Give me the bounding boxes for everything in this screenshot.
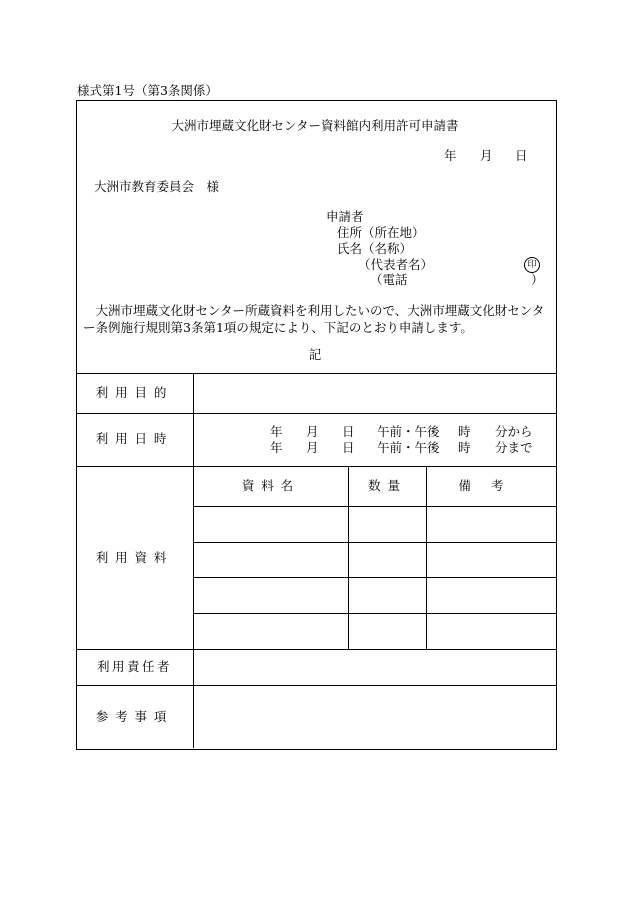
ki-label: 記: [308, 347, 322, 362]
applicant-representative-label: （代表者名）: [358, 257, 434, 272]
applicant-name-label: 氏名（名称）: [337, 241, 413, 256]
from-ampm-label: 午前・午後: [377, 424, 440, 439]
usage-purpose-field[interactable]: [194, 374, 555, 413]
form-title: 大洲市埋蔵文化財センター資料館内利用許可申請書: [171, 118, 459, 133]
date-year-label: 年: [444, 148, 457, 163]
from-hour-label: 時: [458, 424, 471, 439]
to-year-label: 年: [270, 440, 283, 455]
seal-mark-icon: 印: [524, 257, 540, 273]
date-month-label: 月: [480, 148, 493, 163]
from-minute-label: 分から: [495, 424, 533, 439]
to-ampm-label: 午前・午後: [377, 440, 440, 455]
from-month-label: 月: [306, 424, 319, 439]
addressee: 大洲市教育委員会 様: [94, 179, 220, 194]
from-year-label: 年: [270, 424, 283, 439]
applicant-address-label: 住所（所在地）: [337, 225, 425, 240]
to-minute-label: 分まで: [495, 440, 533, 455]
responsible-person-label: 利用責任者: [96, 659, 172, 674]
from-day-label: 日: [342, 424, 355, 439]
application-statement: 大洲市埋蔵文化財センター所蔵資料を利用したいので、大洲市埋蔵文化財センター条例施行規則第3条第1項の規定により、下記のとおり申請します。: [83, 303, 545, 335]
reference-items-label: 参考事項: [95, 709, 174, 724]
form-number: 様式第1号（第3条関係）: [77, 83, 218, 98]
usage-datetime-label: 利用日時: [95, 431, 174, 446]
date-day-label: 日: [515, 148, 528, 163]
usage-purpose-label: 利用目的: [95, 385, 174, 400]
to-month-label: 月: [306, 440, 319, 455]
applicant-heading: 申請者: [326, 209, 364, 224]
materials-remarks-header: 備考: [458, 478, 524, 493]
materials-name-header: 資料名: [241, 478, 301, 493]
usage-materials-label: 利用資料: [95, 550, 174, 565]
applicant-phone-label: （電話: [370, 272, 408, 287]
to-hour-label: 時: [458, 440, 471, 455]
to-day-label: 日: [342, 440, 355, 455]
materials-quantity-header: 数量: [368, 478, 407, 493]
applicant-phone-close: ）: [531, 272, 544, 287]
